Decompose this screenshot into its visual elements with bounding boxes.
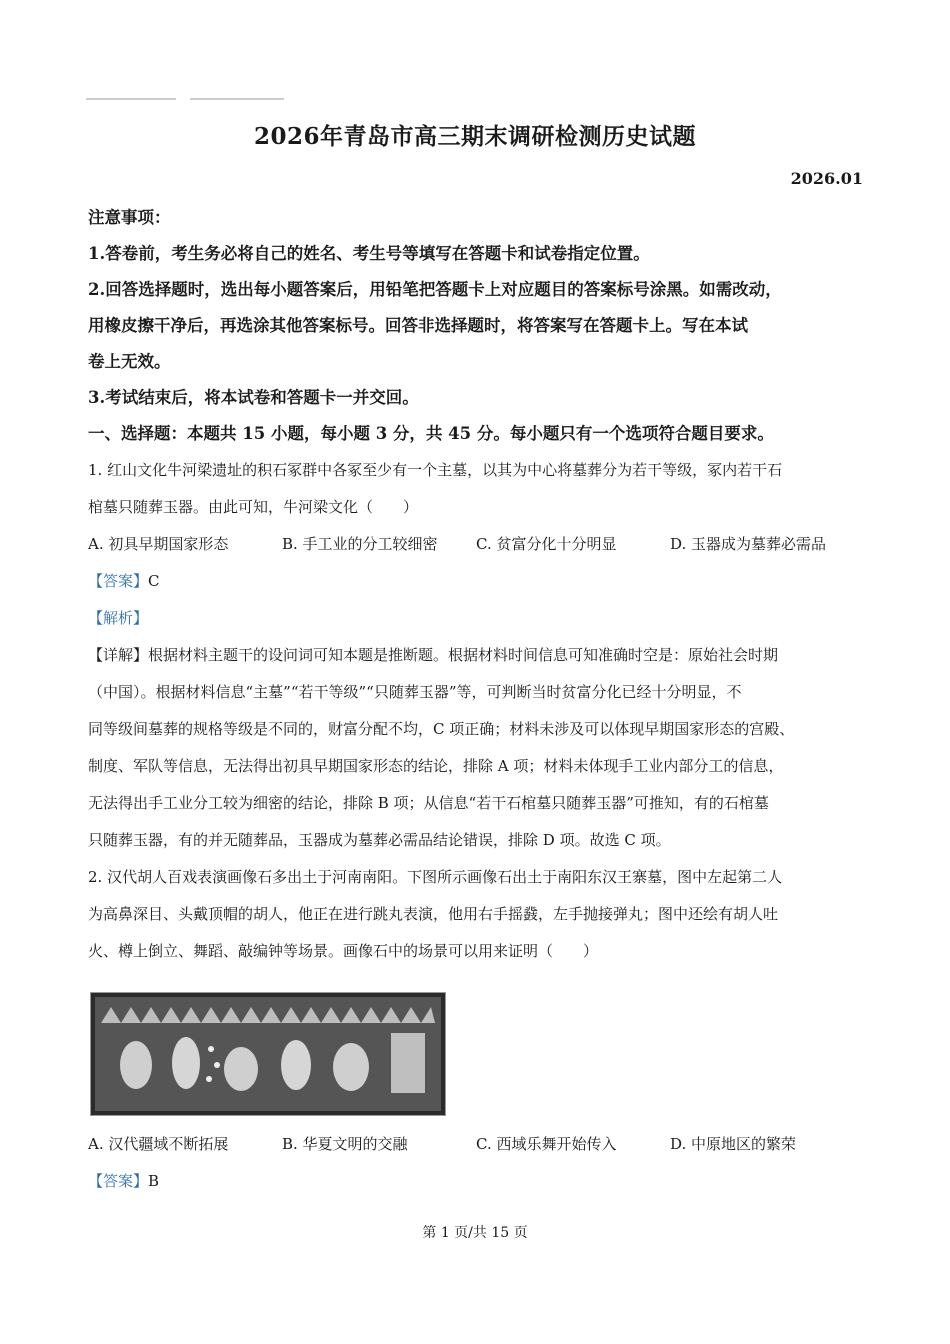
notice-item-1: 1.答卷前，考生务必将自己的姓名、考生号等填写在答题卡和试卷指定位置。 [88, 244, 650, 263]
q1-detail-line1 [88, 637, 864, 674]
q1-option-d: D. 玉器成为墓葬必需品 [670, 535, 827, 553]
q2-option-a: A. 汉代疆域不断拓展 [88, 1135, 229, 1153]
notice-heading: 注意事项： [88, 208, 171, 227]
q2-stem-line2: 为高鼻深目、头戴顶帽的胡人，他正在进行跳丸表演，他用右手摇鼗，左手抛接弹丸；图中还绘有胡人吐 [88, 905, 779, 923]
stone-relief-drawing [91, 993, 445, 1115]
q1-stem-line2: 棺墓只随葬玉器。由此可知，牛河梁文化（ ） [88, 498, 419, 516]
q1-option-c: C. 贫富分化十分明显 [476, 535, 617, 553]
q1-option-a: A. 初具早期国家形态 [88, 535, 229, 553]
notice-item-2c: 卷上无效。 [88, 352, 171, 371]
header-mark-right [190, 98, 284, 100]
q2-option-d: D. 中原地区的繁荣 [670, 1135, 797, 1153]
q1-detail-text1: 根据材料主题干的设问词可知本题是推断题。根据材料时间信息可知准确时空是：原始社会时期 [148, 646, 779, 664]
q1-detail-line3: 同等级间墓葬的规格等级是不同的，财富分配不均，C 项正确；材料未涉及可以体现早期国家形态的宫殿、 [88, 720, 795, 738]
q1-analysis [88, 600, 864, 637]
q1-detail-tag: 【详解】 [88, 646, 149, 664]
q1-options [88, 526, 864, 563]
q1-option-b: B. 手工业的分工较细密 [282, 535, 438, 553]
q1-detail-line5: 无法得出手工业分工较为细密的结论，排除 B 项；从信息“若干石棺墓只随葬玉器”可推知，有的石棺墓 [88, 794, 769, 812]
q1-detail-line4: 制度、军队等信息，无法得出初具早期国家形态的结论，排除 A 项；材料未体现手工业内部分工的信息， [88, 757, 784, 775]
header-mark-left [86, 98, 176, 100]
exam-date: 2026.01 [790, 169, 863, 188]
q2-answer-value: B [148, 1172, 160, 1190]
exam-body [88, 200, 864, 1200]
q2-options [88, 1126, 864, 1163]
q2-stem-line3: 火、樽上倒立、舞蹈、敲编钟等场景。画像石中的场景可以用来证明（ ） [88, 942, 599, 960]
section-heading: 一、选择题：本题共 15 小题，每小题 3 分，共 45 分。每小题只有一个选项符合题目要求。 [88, 424, 774, 443]
q2-answer-tag: 【答案】 [88, 1172, 149, 1190]
notice-item-3: 3.考试结束后，将本试卷和答题卡一并交回。 [88, 388, 419, 407]
q1-answer-value: C [148, 572, 160, 590]
q1-answer-tag: 【答案】 [88, 572, 149, 590]
notice-item-2b: 用橡皮擦干净后，再选涂其他答案标号。回答非选择题时，将答案写在答题卡上。写在本试 [88, 316, 748, 335]
page-footer: 第 1 页/共 15 页 [422, 1225, 528, 1241]
stone-relief-image [90, 992, 446, 1116]
q1-stem-line1: 1. 红山文化牛河梁遗址的积石冢群中各冢至少有一个主墓，以其为中心将墓葬分为若干等级，冢内若干石 [88, 461, 783, 479]
exam-title: 2026年青岛市高三期末调研检测历史试题 [253, 123, 696, 150]
q1-detail-line6: 只随葬玉器，有的并无随葬品，玉器成为墓葬必需品结论错误，排除 D 项。故选 C 项。 [88, 831, 671, 849]
q2-option-c: C. 西域乐舞开始传入 [476, 1135, 617, 1153]
q1-analysis-tag: 【解析】 [88, 609, 149, 627]
q2-option-b: B. 华夏文明的交融 [282, 1135, 408, 1153]
notice-item-2a: 2.回答选择题时，选出每小题答案后，用铅笔把答题卡上对应题目的答案标号涂黑。如需改动， [88, 280, 782, 299]
q2-stem-line1: 2. 汉代胡人百戏表演画像石多出土于河南南阳。下图所示画像石出土于南阳东汉王寨墓，图中左起第二人 [88, 868, 783, 886]
q1-detail-line2: （中国）。根据材料信息“主墓”“若干等级”“只随葬玉器”等，可判断当时贫富分化已经十分明显，不 [88, 683, 742, 701]
header-marks [86, 98, 286, 101]
q2-answer [88, 1163, 864, 1200]
q1-answer [88, 563, 864, 600]
